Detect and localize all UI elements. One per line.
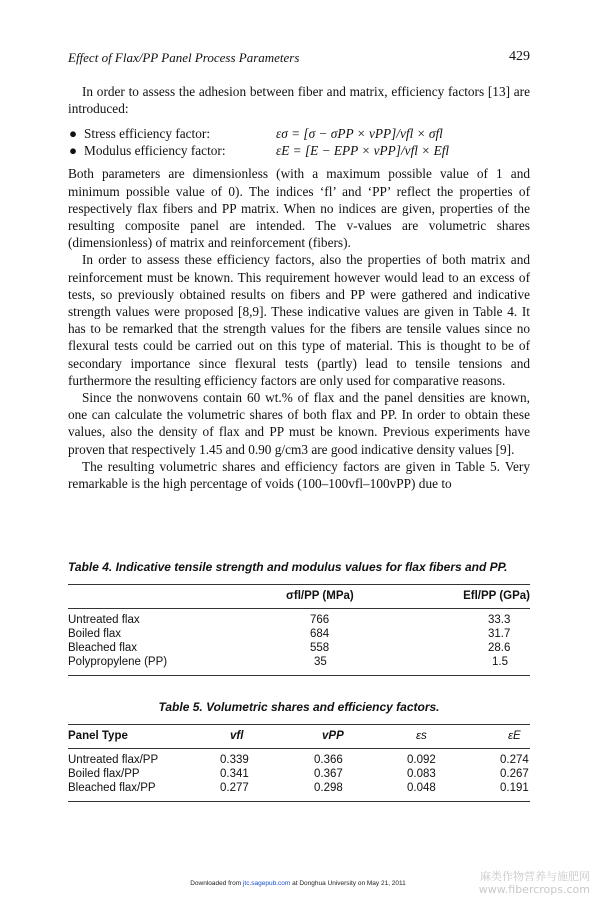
table-cell: Bleached flax/PP (68, 782, 156, 794)
formula: εE = [E − EPP × vPP]/vfl × Efl (276, 143, 450, 159)
paragraph: The resulting volumetric shares and efficiency factors are given in Table 5. Very remarkable is the high percentage of voids (100–100vfl–100vPP) due to (68, 458, 530, 492)
table-cell: 0.048 (407, 782, 436, 794)
table-cell: Boiled flax (68, 628, 122, 640)
table-rule (68, 724, 530, 725)
bullet-icon: ● (69, 143, 78, 159)
table-rule (68, 801, 530, 802)
table-cell: 684 (310, 628, 330, 640)
table-cell: 0.191 (500, 782, 529, 794)
column-header: εs (416, 730, 427, 742)
column-header: vfl (230, 730, 244, 742)
table-row (68, 768, 530, 782)
table-row (68, 614, 530, 628)
table-cell: 0.298 (314, 782, 343, 794)
bullet-icon: ● (69, 126, 78, 142)
table-5 (68, 700, 530, 802)
watermark-line: 麻类作物营养与施肥网 (480, 870, 590, 883)
table-cell: 558 (310, 642, 330, 654)
table-cell: 0.267 (500, 768, 529, 780)
table-rule (68, 608, 530, 609)
footer-prefix: Downloaded from (190, 880, 243, 887)
table-cell: 28.6 (488, 642, 511, 654)
footer-suffix: at Donghua University on May 21, 2011 (290, 880, 406, 887)
table-cell: 1.5 (492, 656, 508, 668)
column-header: Panel Type (68, 730, 128, 742)
table-cell: 0.092 (407, 754, 436, 766)
table-row (68, 628, 530, 642)
bullet-item (68, 125, 530, 142)
bullet-label: Stress efficiency factor: (84, 126, 211, 142)
bullet-item (68, 142, 530, 159)
column-header: εE (508, 730, 521, 742)
running-title: Effect of Flax/PP Panel Process Parameters (68, 50, 300, 65)
table-cell: Polypropylene (PP) (68, 656, 168, 668)
table-header-row (68, 590, 530, 606)
paragraph: Since the nonwovens contain 60 wt.% of flax and the panel densities are known, one can calculate the volumetric shares of both flax and PP. In order to obtain these values, also the density of flax and PP must be known. Previous experiments have proven that respectively 1.45 and 0.90 g/cm3 are good indicative density values [9]. (68, 390, 530, 457)
body-text (68, 83, 530, 492)
column-header: σfl/PP (MPa) (286, 590, 354, 602)
paragraph: In order to assess the adhesion between fiber and matrix, efficiency factors [13] are introduced: (68, 84, 530, 117)
table-cell: 0.277 (220, 782, 249, 794)
table-cell: 31.7 (488, 628, 511, 640)
running-header (68, 50, 530, 68)
table-rule (68, 584, 530, 585)
table-4 (68, 560, 530, 676)
footer-link[interactable]: jtc.sagepub.com (242, 880, 291, 887)
watermark (479, 870, 590, 896)
paragraph: Both parameters are dimensionless (with a maximum possible value of 1 and minimum possible value of 0). The indices ‘fl’ and ‘PP’ reflect the properties of respectively flax fibers and PP matrix. When no indices are given, properties of the resulting composite panel are intended. The v-values are volumetric shares (dimensionless) of matrix and reinforcement (fibers). (68, 166, 530, 251)
table-cell: Boiled flax/PP (68, 768, 140, 780)
table-row (68, 656, 530, 670)
page-number: 429 (509, 49, 530, 64)
column-header: vPP (322, 730, 344, 742)
bullet-list (68, 125, 530, 159)
table-rule (68, 675, 530, 676)
table-cell: Untreated flax (68, 614, 140, 626)
table-cell: 0.367 (314, 768, 343, 780)
formula: εσ = [σ − σPP × vPP]/vfl × σfl (276, 126, 443, 142)
table-cell: 0.274 (500, 754, 529, 766)
watermark-line: www.fibercrops.com (478, 883, 590, 896)
table-cell: Bleached flax (68, 642, 138, 654)
paragraph: In order to assess these efficiency factors, also the properties of both matrix and reinforcement must be known. This requirement however would lead to an excess of tests, so previously obtained results on fibers and PP were gathered and indicative strength values were proposed [8,9]. These indicative values are given in Table 4. It has to be remarked that the strength values for the fibers are tensile values since no flexural tests could be carried out on this type of material. This is thought to be of secondary importance since flexural tests (partly) lead to tensile tensions and furthermore the resulting efficiency factors are only used for comparative reasons. (68, 252, 530, 388)
table-row (68, 754, 530, 768)
table-caption: Table 5. Volumetric shares and efficiency factors. (158, 700, 440, 714)
column-header: Efl/PP (GPa) (463, 590, 530, 602)
table-cell: 35 (314, 656, 327, 668)
table-cell: 33.3 (488, 614, 511, 626)
table-cell: Untreated flax/PP (68, 754, 159, 766)
table-cell: 0.366 (314, 754, 343, 766)
table-cell: 0.341 (220, 768, 249, 780)
table-row (68, 782, 530, 796)
table-row (68, 642, 530, 656)
table-cell: 766 (310, 614, 330, 626)
table-cell: 0.339 (220, 754, 249, 766)
bullet-label: Modulus efficiency factor: (84, 143, 226, 159)
table-cell: 0.083 (407, 768, 436, 780)
table-header-row (68, 730, 530, 746)
table-caption: Table 4. Indicative tensile strength and modulus values for flax fibers and PP. (68, 560, 508, 574)
table-rule (68, 748, 530, 749)
